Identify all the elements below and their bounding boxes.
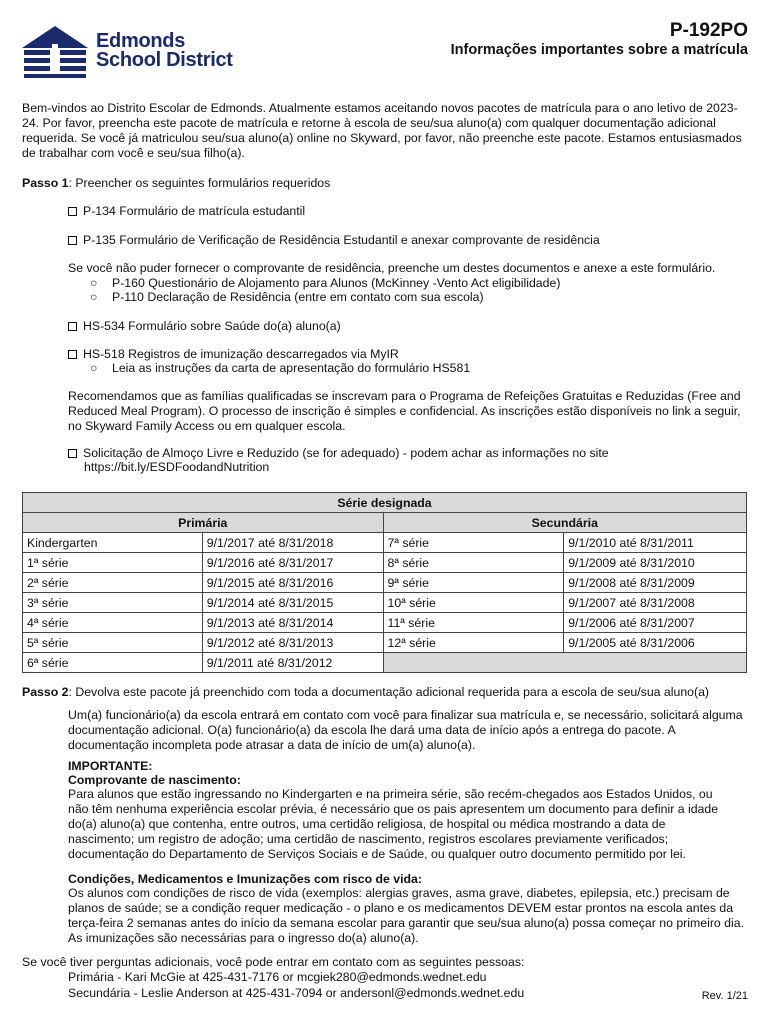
grade-cell: 3ª série xyxy=(23,593,203,613)
checklist-item-hs518[interactable] xyxy=(68,347,399,362)
contact-primary: Primária - Kari McGie at 425-431-7176 or mcgiek280@edmonds.wednet.edu xyxy=(68,970,487,984)
checklist-item-p135[interactable] xyxy=(68,233,600,248)
schoolhouse-icon xyxy=(22,26,88,78)
dates-cell: 9/1/2015 até 8/31/2016 xyxy=(202,573,383,593)
health-text: Os alunos com condições de risco de vida (exemplos: alergias graves, asma grave, diabetes, epilepsia, etc.) precisam de planos de saúde; se a condição requer medicação - o plano e os medicamentos DEVEM estar prontos na escola antes da terça-feira 2 semanas antes do início da semana escolar para garantir que seu/sua aluno(a) possa começar no primeiro dia. As imunizações são necessárias para o ingresso do(a) aluno(a). xyxy=(68,886,745,945)
dates-cell: 9/1/2008 até 8/31/2009 xyxy=(564,573,747,593)
dates-cell: 9/1/2009 até 8/31/2010 xyxy=(564,553,747,573)
primary-header: Primária xyxy=(23,513,384,533)
item-label: HS-534 Formulário sobre Saúde do(a) aluno(a) xyxy=(83,319,341,333)
step2-label: Passo 2 xyxy=(22,685,69,699)
empty-cell xyxy=(383,653,746,673)
item-label: P-134 Formulário de matrícula estudantil xyxy=(83,204,306,218)
checkbox-icon[interactable] xyxy=(68,322,77,331)
contacts-intro: Se você tiver perguntas adicionais, você pode entrar em contato com as seguintes pessoas: xyxy=(22,955,525,969)
step2-paragraph: Um(a) funcionário(a) da escola entrará em contato com você para finalizar sua matrícula e, se necessário, solicitará alguma documentação adicional. O(a) funcionário(a) da escola lhe dará uma data de início após a entrega do pacote. A documentação incompleta pode atrasar a data de início de um(a) aluno(a). xyxy=(68,708,743,752)
table-row xyxy=(23,593,747,613)
contact-secondary: Secundária - Leslie Anderson at 425-431-7094 or andersonl@edmonds.wednet.edu xyxy=(68,986,525,1000)
sub-item-label: P-110 Declaração de Residência (entre em contato com sua escola) xyxy=(112,290,484,304)
step1-heading xyxy=(22,176,330,191)
step1-text: : Preencher os seguintes formulários requeridos xyxy=(68,176,331,190)
important-title: IMPORTANTE: xyxy=(68,759,153,773)
grade-cell: 12ª série xyxy=(383,633,564,653)
grade-cell: 10ª série xyxy=(383,593,564,613)
birth-title: Comprovante de nascimento: xyxy=(68,773,241,787)
dates-cell: 9/1/2013 até 8/31/2014 xyxy=(202,613,383,633)
checkbox-icon[interactable] xyxy=(68,207,77,216)
health-title: Condições, Medicamentos e Imunizações com risco de vida: xyxy=(68,872,422,886)
sub-item-label: P-160 Questionário de Alojamento para Alunos (McKinney -Vento Act eligibilidade) xyxy=(112,276,561,290)
grade-cell: 7ª série xyxy=(383,533,564,553)
table-row xyxy=(23,633,747,653)
grade-cell: 11ª série xyxy=(383,613,564,633)
step2-text: : Devolva este pacote já preenchido com toda a documentação adicional requerida para a escola de seu/sua aluno(a) xyxy=(68,685,710,699)
sub-item-p110 xyxy=(90,290,484,305)
table-row xyxy=(23,533,747,553)
grade-cell: Kindergarten xyxy=(23,533,203,553)
meals-link[interactable]: https://bit.ly/ESDFoodandNutrition xyxy=(84,460,270,474)
grade-cell: 2ª série xyxy=(23,573,203,593)
grade-cell: 4ª série xyxy=(23,613,203,633)
birth-text: Para alunos que estão ingressando no Kindergarten e na primeira série, são recém-chegados aos Estados Unidos, ou não têm nenhuma experiência escolar prévia, é necessário que os pais apresentem um documento para definir a idade do(a) aluno(a) que contenha, entre outros, uma certidão religiosa, de hospital ou médica mostrando a data de nascimento; um registro de adoção; uma certidão de nascimento, registros escolares previamente verificados; documentação do Departamento de Serviços Sociais e de Saúde, ou qualquer outro documento permitido por lei. xyxy=(68,787,719,861)
dates-cell: 9/1/2012 até 8/31/2013 xyxy=(202,633,383,653)
meals-note: Recomendamos que as famílias qualificadas se inscrevam para o Programa de Refeições Gratuitas e Reduzidas (Free and Reduced Meal Program). O processo de inscrição é simples e confidencial. As inscrições estão disponíveis no link a seguir, no Skyward Family Access ou em qualquer escola. xyxy=(68,389,741,433)
item-label: Solicitação de Almoço Livre e Reduzido (se for adequado) - podem achar as informações no site xyxy=(83,446,609,460)
table-row xyxy=(23,553,747,573)
district-logo xyxy=(22,24,252,80)
step2-heading xyxy=(22,685,752,700)
document-title: Informações importantes sobre a matrícula xyxy=(450,42,748,58)
checkbox-icon[interactable] xyxy=(68,449,77,458)
residence-note: Se você não puder fornecer o comprovante de residência, preenche um destes documentos e anexe a este formulário. xyxy=(68,261,716,275)
logo-line-1: Edmonds xyxy=(96,30,186,52)
sub-item-p160 xyxy=(90,276,560,291)
dates-cell: 9/1/2007 até 8/31/2008 xyxy=(564,593,747,613)
grade-cell: 9ª série xyxy=(383,573,564,593)
revision-label: Rev. 1/21 xyxy=(701,990,748,1002)
secondary-header: Secundária xyxy=(383,513,746,533)
dates-cell: 9/1/2016 até 8/31/2017 xyxy=(202,553,383,573)
grade-cell: 5ª série xyxy=(23,633,203,653)
grade-cell: 6ª série xyxy=(23,653,203,673)
circle-bullet-icon: ○ xyxy=(90,361,98,375)
checklist-item-meals[interactable] xyxy=(68,446,748,461)
step1-label: Passo 1 xyxy=(22,176,69,190)
item-label: HS-518 Registros de imunização descarregados via MyIR xyxy=(83,347,399,361)
logo-line-2: School District xyxy=(96,49,233,71)
circle-bullet-icon: ○ xyxy=(90,276,98,290)
checklist-item-hs534[interactable] xyxy=(68,319,341,334)
grade-cell: 8ª série xyxy=(383,553,564,573)
dates-cell: 9/1/2014 até 8/31/2015 xyxy=(202,593,383,613)
checkbox-icon[interactable] xyxy=(68,236,77,245)
dates-cell: 9/1/2011 até 8/31/2012 xyxy=(202,653,383,673)
table-row xyxy=(23,653,747,673)
checklist-item-p134[interactable] xyxy=(68,204,305,219)
document-code: P-192PO xyxy=(669,20,748,41)
logo-text xyxy=(96,32,233,70)
grade-table xyxy=(22,492,747,673)
sub-item-hs581 xyxy=(90,361,470,376)
sub-item-label: Leia as instruções da carta de apresentação do formulário HS581 xyxy=(112,361,471,375)
grade-table-title: Série designada xyxy=(23,493,747,513)
dates-cell: 9/1/2006 até 8/31/2007 xyxy=(564,613,747,633)
circle-bullet-icon: ○ xyxy=(90,290,98,304)
dates-cell: 9/1/2017 até 8/31/2018 xyxy=(202,533,383,553)
checkbox-icon[interactable] xyxy=(68,350,77,359)
intro-paragraph: Bem-vindos ao Distrito Escolar de Edmonds. Atualmente estamos aceitando novos pacotes de matrícula para o ano letivo de 2023-24. Por favor, preencha este pacote de matrícula e retorne à escola de seu/sua aluno(a) com qualquer documentação adicional requerida. Se você já matriculou seu/sua aluno(a) online no Skyward, por favor, não preenche este pacote. Estamos entusiasmados de trabalhar com você e seu/sua filho(a). xyxy=(22,101,742,160)
grade-cell: 1ª série xyxy=(23,553,203,573)
table-row xyxy=(23,573,747,593)
dates-cell: 9/1/2010 até 8/31/2011 xyxy=(564,533,747,553)
table-row xyxy=(23,613,747,633)
dates-cell: 9/1/2005 até 8/31/2006 xyxy=(564,633,747,653)
item-label: P-135 Formulário de Verificação de Residência Estudantil e anexar comprovante de residência xyxy=(83,233,600,247)
